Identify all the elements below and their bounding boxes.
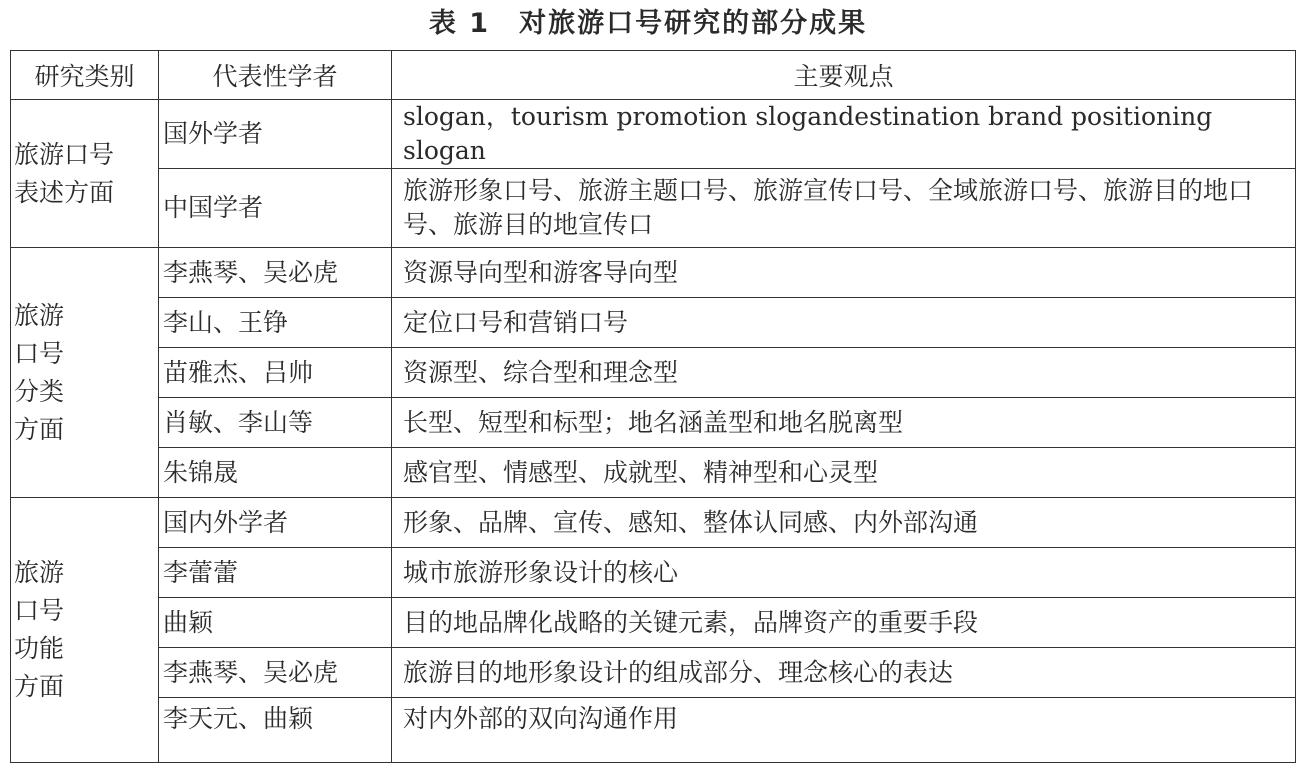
table-row [11,100,1296,169]
scholar-cell: 李山、王铮 [159,298,392,348]
view-cell: 资源型、综合型和理念型 [392,348,1296,398]
scholar-cell: 朱锦晟 [159,448,392,498]
header-row [11,51,1296,100]
table-row [11,348,1296,398]
table-row [11,298,1296,348]
table-row [11,498,1296,548]
table-row [11,648,1296,698]
table-row [11,548,1296,598]
table-row [11,248,1296,298]
table-row [11,598,1296,648]
header-scholar: 代表性学者 [159,51,392,100]
view-cell: 目的地品牌化战略的关键元素，品牌资产的重要手段 [392,598,1296,648]
scholar-cell: 曲颖 [159,598,392,648]
scholar-cell: 苗雅杰、吕帅 [159,348,392,398]
view-cell: 长型、短型和标型；地名涵盖型和地名脱离型 [392,398,1296,448]
table-row [11,698,1296,763]
scholar-cell: 李天元、曲颖 [159,698,392,763]
table-row [11,169,1296,248]
table-title: 表 1 对旅游口号研究的部分成果 [428,8,868,39]
view-cell: slogan，tourism promotion slogandestination brand positioning slogan [392,100,1296,169]
table-row [11,398,1296,448]
table-row [11,448,1296,498]
view-cell: 资源导向型和游客导向型 [392,248,1296,298]
scholar-cell: 中国学者 [159,169,392,248]
scholar-cell: 李蕾蕾 [159,548,392,598]
header-category: 研究类别 [11,51,159,100]
scholar-cell: 国外学者 [159,100,392,169]
category-cell: 旅游口号 表述方面 [11,100,159,248]
view-cell: 定位口号和营销口号 [392,298,1296,348]
view-cell: 城市旅游形象设计的核心 [392,548,1296,598]
view-cell: 旅游目的地形象设计的组成部分、理念核心的表达 [392,648,1296,698]
scholar-cell: 李燕琴、吴必虎 [159,248,392,298]
view-cell: 形象、品牌、宣传、感知、整体认同感、内外部沟通 [392,498,1296,548]
view-cell: 感官型、情感型、成就型、精神型和心灵型 [392,448,1296,498]
view-cell: 对内外部的双向沟通作用 [392,698,1296,763]
research-table [10,50,1296,763]
view-cell: 旅游形象口号、旅游主题口号、旅游宣传口号、全域旅游口号、旅游目的地口号、旅游目的地宣传口 [392,169,1296,248]
header-view: 主要观点 [392,51,1296,100]
scholar-cell: 国内外学者 [159,498,392,548]
category-cell: 旅游 口号 功能 方面 [11,498,159,763]
category-cell: 旅游 口号 分类 方面 [11,248,159,498]
scholar-cell: 李燕琴、吴必虎 [159,648,392,698]
scholar-cell: 肖敏、李山等 [159,398,392,448]
